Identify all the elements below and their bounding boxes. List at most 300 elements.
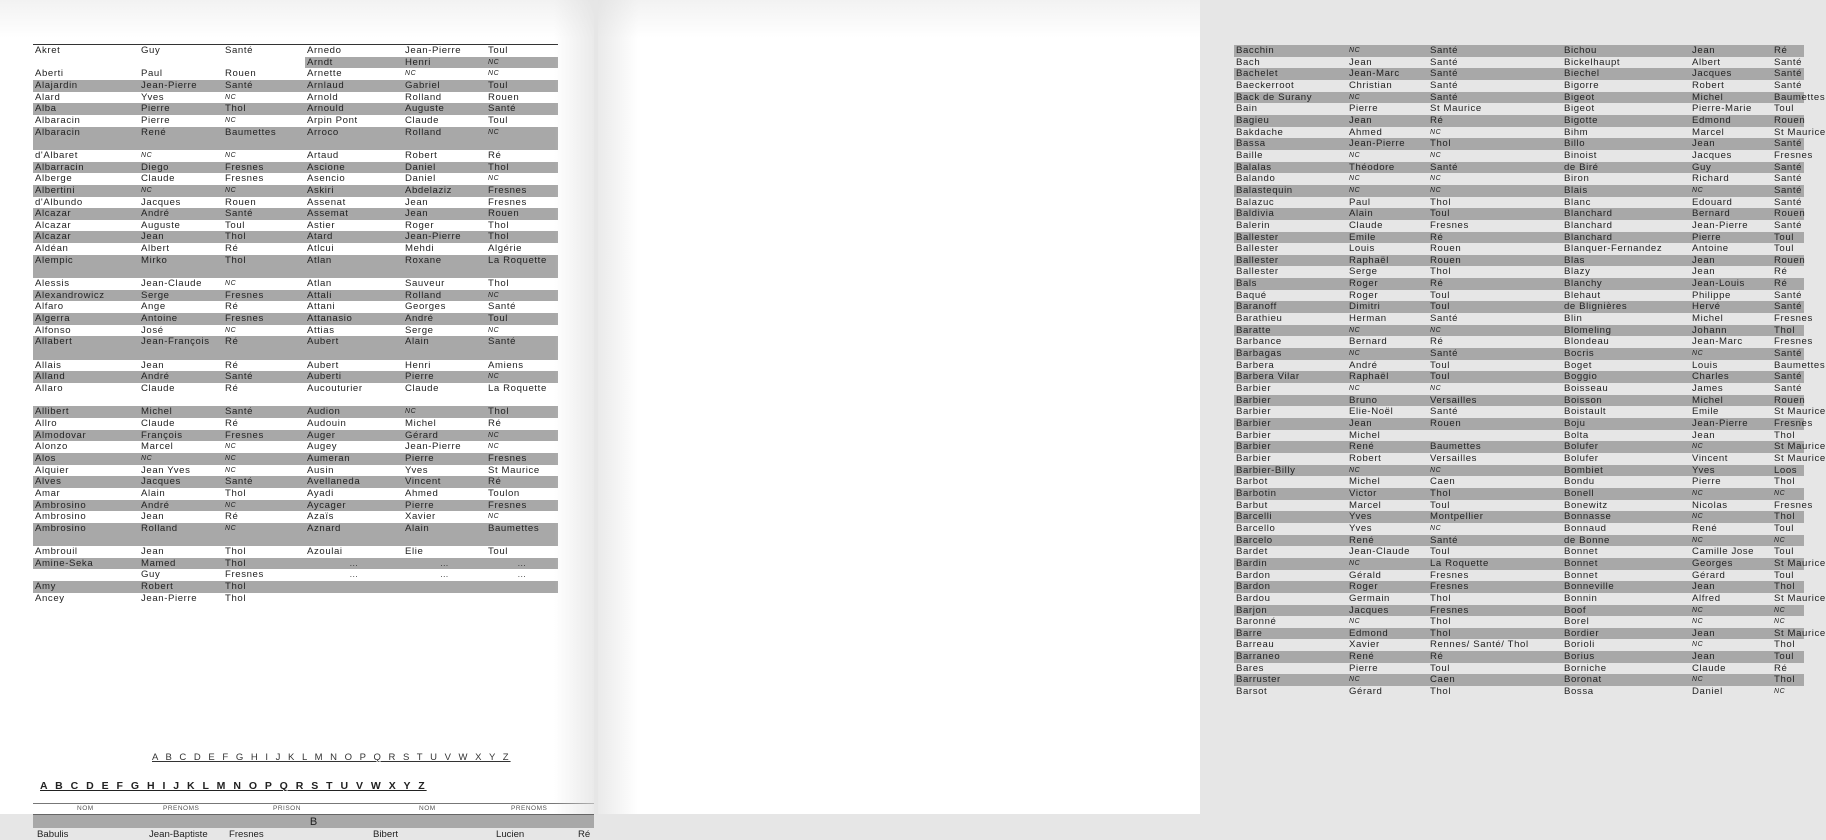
table-cell: Henri xyxy=(403,57,486,69)
table-row xyxy=(33,558,558,570)
table-cell: Pierre xyxy=(1692,476,1722,488)
table-cell: Barcelli xyxy=(1234,511,1347,523)
table-cell: René xyxy=(1347,651,1428,663)
table-cell: Santé xyxy=(1774,161,1803,173)
table-cell: Santé xyxy=(1428,68,1562,80)
table-cell: NC xyxy=(1347,185,1428,197)
b-row-prison-2: Ré xyxy=(578,829,591,840)
table-cell: Barbagas xyxy=(1234,348,1347,360)
table-cell: Alland xyxy=(33,371,139,383)
table-cell: Versailles xyxy=(1428,395,1562,407)
table-cell: Toul xyxy=(1430,546,1450,558)
table-cell: NC xyxy=(141,151,153,159)
table-cell: Aznard xyxy=(305,523,403,546)
table-row xyxy=(33,511,558,523)
table-cell: ... xyxy=(440,570,449,580)
page-gutter-shade xyxy=(598,0,638,814)
table-cell: Antoine xyxy=(139,313,223,325)
table-cell: Bonnin xyxy=(1564,592,1598,604)
table-row xyxy=(33,465,558,477)
table-cell: Jean xyxy=(141,359,165,371)
table-cell: Alba xyxy=(33,103,139,115)
table-cell: Thol xyxy=(223,581,305,593)
table-cell: Borniche xyxy=(1564,662,1607,674)
table-cell: René xyxy=(1347,535,1428,547)
table-cell: Santé xyxy=(1774,301,1803,313)
table-cell: Thol xyxy=(225,546,247,558)
table-cell: Alos xyxy=(33,453,139,465)
table-cell: Santé xyxy=(1430,56,1459,68)
table-row xyxy=(33,208,558,220)
table-cell: Rouen xyxy=(1774,114,1806,126)
table-cell: Rouen xyxy=(1428,418,1562,430)
table-cell: NC xyxy=(1692,618,1704,626)
table-cell: Abdelaziz xyxy=(403,185,486,197)
table-cell: Aucouturier xyxy=(307,382,363,394)
table-cell: Xavier xyxy=(1349,639,1380,651)
table-cell: Caen xyxy=(1428,674,1562,686)
table-cell: Arroco xyxy=(305,127,403,150)
table-row xyxy=(1234,290,1804,302)
table-row xyxy=(1234,663,1804,675)
table-row xyxy=(1234,45,1804,57)
table-cell: Bonneville xyxy=(1562,581,1690,593)
table-cell: Rouen xyxy=(225,68,257,80)
table-cell: Bombiet xyxy=(1562,465,1690,477)
table-cell: Boju xyxy=(1562,418,1690,430)
table-row xyxy=(1234,325,1804,337)
table-cell: Emile xyxy=(1347,232,1428,244)
table-cell: Bihm xyxy=(1564,126,1589,138)
table-cell: Mamed xyxy=(139,558,223,570)
table-row xyxy=(1234,68,1804,80)
table-cell: NC xyxy=(225,280,237,288)
table-cell: Santé xyxy=(1774,371,1803,383)
alphabet-index-large[interactable]: A B C D E F G H I J K L M N O P Q R S T U V W X Y Z xyxy=(40,780,427,792)
table-cell: Georges xyxy=(1690,558,1772,570)
table-cell: Barbera Vilar xyxy=(1234,371,1347,383)
table-cell: Aycager xyxy=(305,500,403,512)
table-cell: Bardet xyxy=(1236,546,1268,558)
table-cell xyxy=(139,57,223,69)
table-cell: Rennes/ Santé/ Thol xyxy=(1430,639,1529,651)
table-row xyxy=(1234,360,1804,372)
table-cell: Barraneo xyxy=(1234,651,1347,663)
table-row xyxy=(33,150,558,162)
table-cell: Toul xyxy=(225,219,245,231)
table-cell: Jean xyxy=(1692,266,1716,278)
table-cell: Paul xyxy=(141,68,163,80)
table-cell: Rouen xyxy=(488,91,520,103)
table-cell: Barbot xyxy=(1236,476,1268,488)
table-cell: Pierre xyxy=(1349,103,1379,115)
table-cell: Edmond xyxy=(1690,115,1772,127)
table-cell: Versailles xyxy=(1430,452,1478,464)
table-cell: Pierre xyxy=(1349,662,1379,674)
table-cell: Pierre xyxy=(139,103,223,115)
table-cell: St Maurice xyxy=(1774,557,1826,569)
table-cell: Alberge xyxy=(35,173,73,185)
table-cell: Jean xyxy=(139,231,223,243)
table-cell: St Maurice xyxy=(1774,441,1826,453)
table-cell: Marcel xyxy=(1692,126,1725,138)
table-cell: Barbier-Billy xyxy=(1234,465,1347,477)
table-cell: Guy xyxy=(141,569,161,581)
alphabet-index-small[interactable]: A B C D E F G H I J K L M N O P Q R S T U V W X Y Z xyxy=(152,752,511,763)
table-cell: Bonnasse xyxy=(1562,511,1690,523)
table-cell: Montpellier xyxy=(1428,511,1562,523)
table-row xyxy=(1234,395,1804,407)
table-cell: NC xyxy=(1772,488,1804,500)
table-cell: Santé xyxy=(1774,68,1803,80)
table-cell: NC xyxy=(1428,325,1562,337)
table-cell: NC xyxy=(486,430,558,442)
table-cell xyxy=(403,593,486,605)
table-cell: Ambrosino xyxy=(33,523,139,546)
table-cell: NC xyxy=(488,175,500,183)
table-row xyxy=(1234,348,1804,360)
table-cell: Nicolas xyxy=(1692,499,1728,511)
table-row xyxy=(33,80,558,92)
table-cell: Germain xyxy=(1349,592,1390,604)
table-cell: Assenat xyxy=(307,196,346,208)
table-row xyxy=(1234,220,1804,232)
table-cell: Ambrouil xyxy=(35,546,78,558)
table-cell: Jean xyxy=(1347,115,1428,127)
table-cell: Jean-Pierre xyxy=(139,80,223,92)
table-cell: René xyxy=(139,127,223,150)
table-cell: Santé xyxy=(223,80,305,92)
table-cell: Jean xyxy=(405,196,429,208)
table-cell: Bonnet xyxy=(1562,558,1690,570)
table-cell: André xyxy=(1349,359,1378,371)
table-cell: Thol xyxy=(488,219,510,231)
table-row xyxy=(1234,406,1804,418)
left-page xyxy=(0,0,594,840)
table-cell: Serge xyxy=(405,324,434,336)
table-cell: Charles xyxy=(1690,371,1772,383)
table-cell: Fresnes xyxy=(1774,336,1813,348)
table-cell: Thol xyxy=(1428,138,1562,150)
table-cell: NC xyxy=(1347,348,1428,360)
table-row xyxy=(33,418,558,430)
table-cell: Toul xyxy=(1430,499,1450,511)
table-row xyxy=(33,593,558,605)
table-cell xyxy=(305,581,403,593)
table-cell: Bals xyxy=(1234,278,1347,290)
header-prenoms-2: PRENOMS xyxy=(511,805,548,812)
table-cell: Ambrosino xyxy=(35,511,87,523)
table-cell: Santé xyxy=(1428,162,1562,174)
table-cell: Pierre xyxy=(141,114,171,126)
table-cell: Fresnes xyxy=(486,500,558,512)
table-cell: Bagieu xyxy=(1234,115,1347,127)
table-cell: Henri xyxy=(405,359,431,371)
table-cell: Rolland xyxy=(139,523,223,546)
table-cell: Ancey xyxy=(35,592,65,604)
table-row xyxy=(1234,173,1804,185)
table-cell: Bigeot xyxy=(1564,103,1595,115)
table-row xyxy=(1234,639,1804,651)
table-cell: NC xyxy=(1428,465,1562,477)
table-cell: Santé xyxy=(223,406,305,418)
table-cell: Thol xyxy=(1772,581,1804,593)
table-cell: Gérard xyxy=(1692,569,1726,581)
table-cell: Albert xyxy=(141,243,170,255)
table-row xyxy=(1234,232,1804,244)
table-cell: Auguste xyxy=(141,219,181,231)
table-cell: Bigotte xyxy=(1562,115,1690,127)
table-cell: Balazuc xyxy=(1236,196,1275,208)
table-cell: Ascione xyxy=(305,162,403,174)
table-cell: NC xyxy=(223,185,305,197)
table-cell: Baeckerroot xyxy=(1236,79,1295,91)
table-cell: Attanasio xyxy=(305,313,403,325)
table-cell: Roger xyxy=(1347,581,1428,593)
table-cell: Almodovar xyxy=(33,430,139,442)
table-cell: Bigorre xyxy=(1564,79,1600,91)
table-row xyxy=(33,231,558,243)
table-cell: NC xyxy=(1347,325,1428,337)
table-cell: Santé xyxy=(223,371,305,383)
table-cell: Claude xyxy=(405,114,440,126)
table-cell: Robert xyxy=(405,149,438,161)
table-cell: Thol xyxy=(1430,266,1452,278)
table-cell: Jean-Louis xyxy=(1690,278,1772,290)
table-cell: Bach xyxy=(1236,56,1261,68)
column-header-row xyxy=(33,803,594,812)
table-cell: Elie-Noël xyxy=(1349,406,1394,418)
table-cell: Santé xyxy=(1430,406,1459,418)
table-cell: Ré xyxy=(486,476,558,488)
table-cell: NC xyxy=(1430,524,1442,532)
table-cell: Balerin xyxy=(1236,219,1271,231)
table-cell: Jacques xyxy=(139,476,223,488)
table-cell: Claude xyxy=(405,382,440,394)
table-cell: NC xyxy=(1349,618,1361,626)
table-cell: NC xyxy=(1690,535,1772,547)
table-cell: Thol xyxy=(1430,616,1452,628)
table-row xyxy=(1234,500,1804,512)
table-cell: Diego xyxy=(139,162,223,174)
table-cell: de Blignières xyxy=(1562,301,1690,313)
table-cell: NC xyxy=(1347,558,1428,570)
table-cell: d'Albaret xyxy=(35,149,78,161)
table-cell: Vincent xyxy=(403,476,486,488)
table-row xyxy=(1234,127,1804,139)
table-cell: Toul xyxy=(1428,208,1562,220)
table-cell: Ballester xyxy=(1236,266,1279,278)
table-cell: Thol xyxy=(486,406,558,418)
table-cell: Bernard xyxy=(1690,208,1772,220)
table-cell: Thol xyxy=(1430,196,1452,208)
table-cell: Blais xyxy=(1562,185,1690,197)
table-cell: Thol xyxy=(223,103,305,115)
table-cell: Santé xyxy=(486,336,558,359)
table-cell: NC xyxy=(486,57,558,69)
table-row xyxy=(33,290,558,302)
table-cell: Santé xyxy=(1774,348,1803,360)
table-cell: Ausin xyxy=(307,464,334,476)
table-cell: Aubert xyxy=(305,336,403,359)
table-cell: Serge xyxy=(1349,266,1378,278)
table-cell: Toul xyxy=(486,80,558,92)
table-cell: Fresnes xyxy=(486,453,558,465)
table-cell: St Maurice xyxy=(1774,452,1826,464)
table-cell: Ballester xyxy=(1234,255,1347,267)
table-cell: Barbotin xyxy=(1234,488,1347,500)
table-row xyxy=(1234,453,1804,465)
table-cell: Alfred xyxy=(1692,592,1721,604)
table-cell: Bonnet xyxy=(1564,569,1599,581)
table-cell: Aumeran xyxy=(305,453,403,465)
table-cell: NC xyxy=(225,116,237,124)
b-row-prison: Fresnes xyxy=(229,829,264,840)
table-cell: Blazy xyxy=(1564,266,1591,278)
table-cell: NC xyxy=(486,127,558,150)
section-letter-band: B xyxy=(33,814,594,828)
table-cell: Barathieu xyxy=(1236,313,1283,325)
table-cell: NC xyxy=(1690,605,1772,617)
table-cell: Ré xyxy=(1428,651,1562,663)
table-cell: Jean-Pierre xyxy=(405,441,462,453)
table-cell: Bolufer xyxy=(1564,452,1599,464)
table-cell: Baranoff xyxy=(1234,301,1347,313)
table-cell: Philippe xyxy=(1692,289,1731,301)
table-cell: Jean xyxy=(141,546,165,558)
table-cell: Arndt xyxy=(305,57,403,69)
table-cell: Boisseau xyxy=(1564,383,1609,395)
table-cell: Jean xyxy=(1690,628,1772,640)
table-cell: Sauveur xyxy=(405,278,445,290)
table-cell: Alcazar xyxy=(33,208,139,220)
table-cell: Jean xyxy=(1349,56,1373,68)
table-cell: Thol xyxy=(488,278,510,290)
table-cell: NC xyxy=(139,453,223,465)
table-cell: Alquier xyxy=(35,464,70,476)
table-cell: André xyxy=(139,208,223,220)
table-cell: André xyxy=(403,313,486,325)
table-cell: Jean xyxy=(1690,138,1772,150)
table-cell: NC xyxy=(1690,441,1772,453)
table-cell: Santé xyxy=(225,45,254,56)
table-cell: Barreau xyxy=(1236,639,1275,651)
table-cell: St Maurice xyxy=(488,464,540,476)
table-cell: NC xyxy=(1690,674,1772,686)
table-cell: Jean xyxy=(1690,255,1772,267)
table-cell: Ré xyxy=(488,417,502,429)
table-cell: Claude xyxy=(141,382,176,394)
table-cell: Bruno xyxy=(1347,395,1428,407)
table-cell: NC xyxy=(225,466,237,474)
table-cell: Edmond xyxy=(1347,628,1428,640)
table-cell: NC xyxy=(1772,535,1804,547)
table-cell: Rolland xyxy=(403,290,486,302)
table-cell: ... xyxy=(349,570,359,580)
table-cell: Ré xyxy=(225,243,239,255)
table-cell: Jean-Marc xyxy=(1347,68,1428,80)
table-row xyxy=(33,115,558,127)
table-cell: Ambrosino xyxy=(33,500,139,512)
table-cell: Rouen xyxy=(1774,254,1806,266)
table-cell: Blin xyxy=(1564,313,1583,325)
table-cell: Allaro xyxy=(35,382,64,394)
table-row xyxy=(1234,103,1804,115)
table-cell: NC xyxy=(223,523,305,546)
table-cell: Baille xyxy=(1236,149,1264,161)
table-row xyxy=(33,406,558,418)
table-cell: Rouen xyxy=(1774,208,1806,220)
table-cell: Ré xyxy=(1772,45,1804,57)
table-cell: Bardon xyxy=(1236,569,1271,581)
table-cell: Albaracin xyxy=(33,127,139,150)
table-row xyxy=(33,197,558,209)
table-cell: Ré xyxy=(225,301,239,313)
table-cell: Barbier xyxy=(1234,441,1347,453)
table-cell: Baumettes xyxy=(1428,441,1562,453)
table-row xyxy=(1234,197,1804,209)
table-cell: NC xyxy=(1347,465,1428,477)
table-cell: Alessis xyxy=(35,278,70,290)
table-cell: Santé xyxy=(1774,79,1803,91)
table-cell: Emile xyxy=(1692,406,1719,418)
table-row xyxy=(33,173,558,185)
table-cell: Arnette xyxy=(307,68,343,80)
table-cell: Thol xyxy=(1430,686,1452,698)
table-cell: Jean-Marc xyxy=(1692,336,1743,348)
table-row xyxy=(1234,255,1804,267)
table-cell: Avellaneda xyxy=(305,476,403,488)
table-cell: Blanc xyxy=(1564,196,1591,208)
table-cell: Back de Surany xyxy=(1234,92,1347,104)
table-cell: Fresnes xyxy=(486,185,558,197)
table-cell: Boistault xyxy=(1564,406,1607,418)
table-cell: Blomeling xyxy=(1562,325,1690,337)
table-cell: Blanchard xyxy=(1564,219,1613,231)
table-cell: Baumettes xyxy=(486,523,558,546)
table-cell: Arnedo xyxy=(307,45,342,56)
table-cell: Alain xyxy=(403,336,486,359)
table-cell: Serge xyxy=(139,290,223,302)
table-cell: NC xyxy=(488,70,500,78)
table-cell: Baronné xyxy=(1236,616,1277,628)
table-cell: Audouin xyxy=(307,417,347,429)
table-row xyxy=(1234,92,1804,104)
table-cell xyxy=(33,57,139,69)
table-cell: Pierre xyxy=(1690,232,1772,244)
table-row xyxy=(33,476,558,488)
table-cell: Claude xyxy=(1349,219,1384,231)
table-cell: André xyxy=(139,371,223,383)
table-cell xyxy=(33,569,139,581)
table-row xyxy=(33,278,558,290)
table-cell: NC xyxy=(1692,641,1704,649)
table-cell: Blanquer-Fernandez xyxy=(1564,243,1663,255)
table-row xyxy=(33,185,558,197)
table-cell: Alves xyxy=(33,476,139,488)
table-cell: Boof xyxy=(1562,605,1690,617)
table-cell: Bonell xyxy=(1562,488,1690,500)
table-cell: Atlcui xyxy=(307,243,335,255)
table-cell: NC xyxy=(1690,511,1772,523)
table-cell: Bonnet xyxy=(1564,546,1599,558)
table-cell: Auger xyxy=(305,430,403,442)
table-cell: Daniel xyxy=(1692,686,1723,698)
table-cell: Ré xyxy=(1428,232,1562,244)
table-cell: Bigeot xyxy=(1562,92,1690,104)
table-cell: Thol xyxy=(486,231,558,243)
table-cell: Arnold xyxy=(307,91,339,103)
